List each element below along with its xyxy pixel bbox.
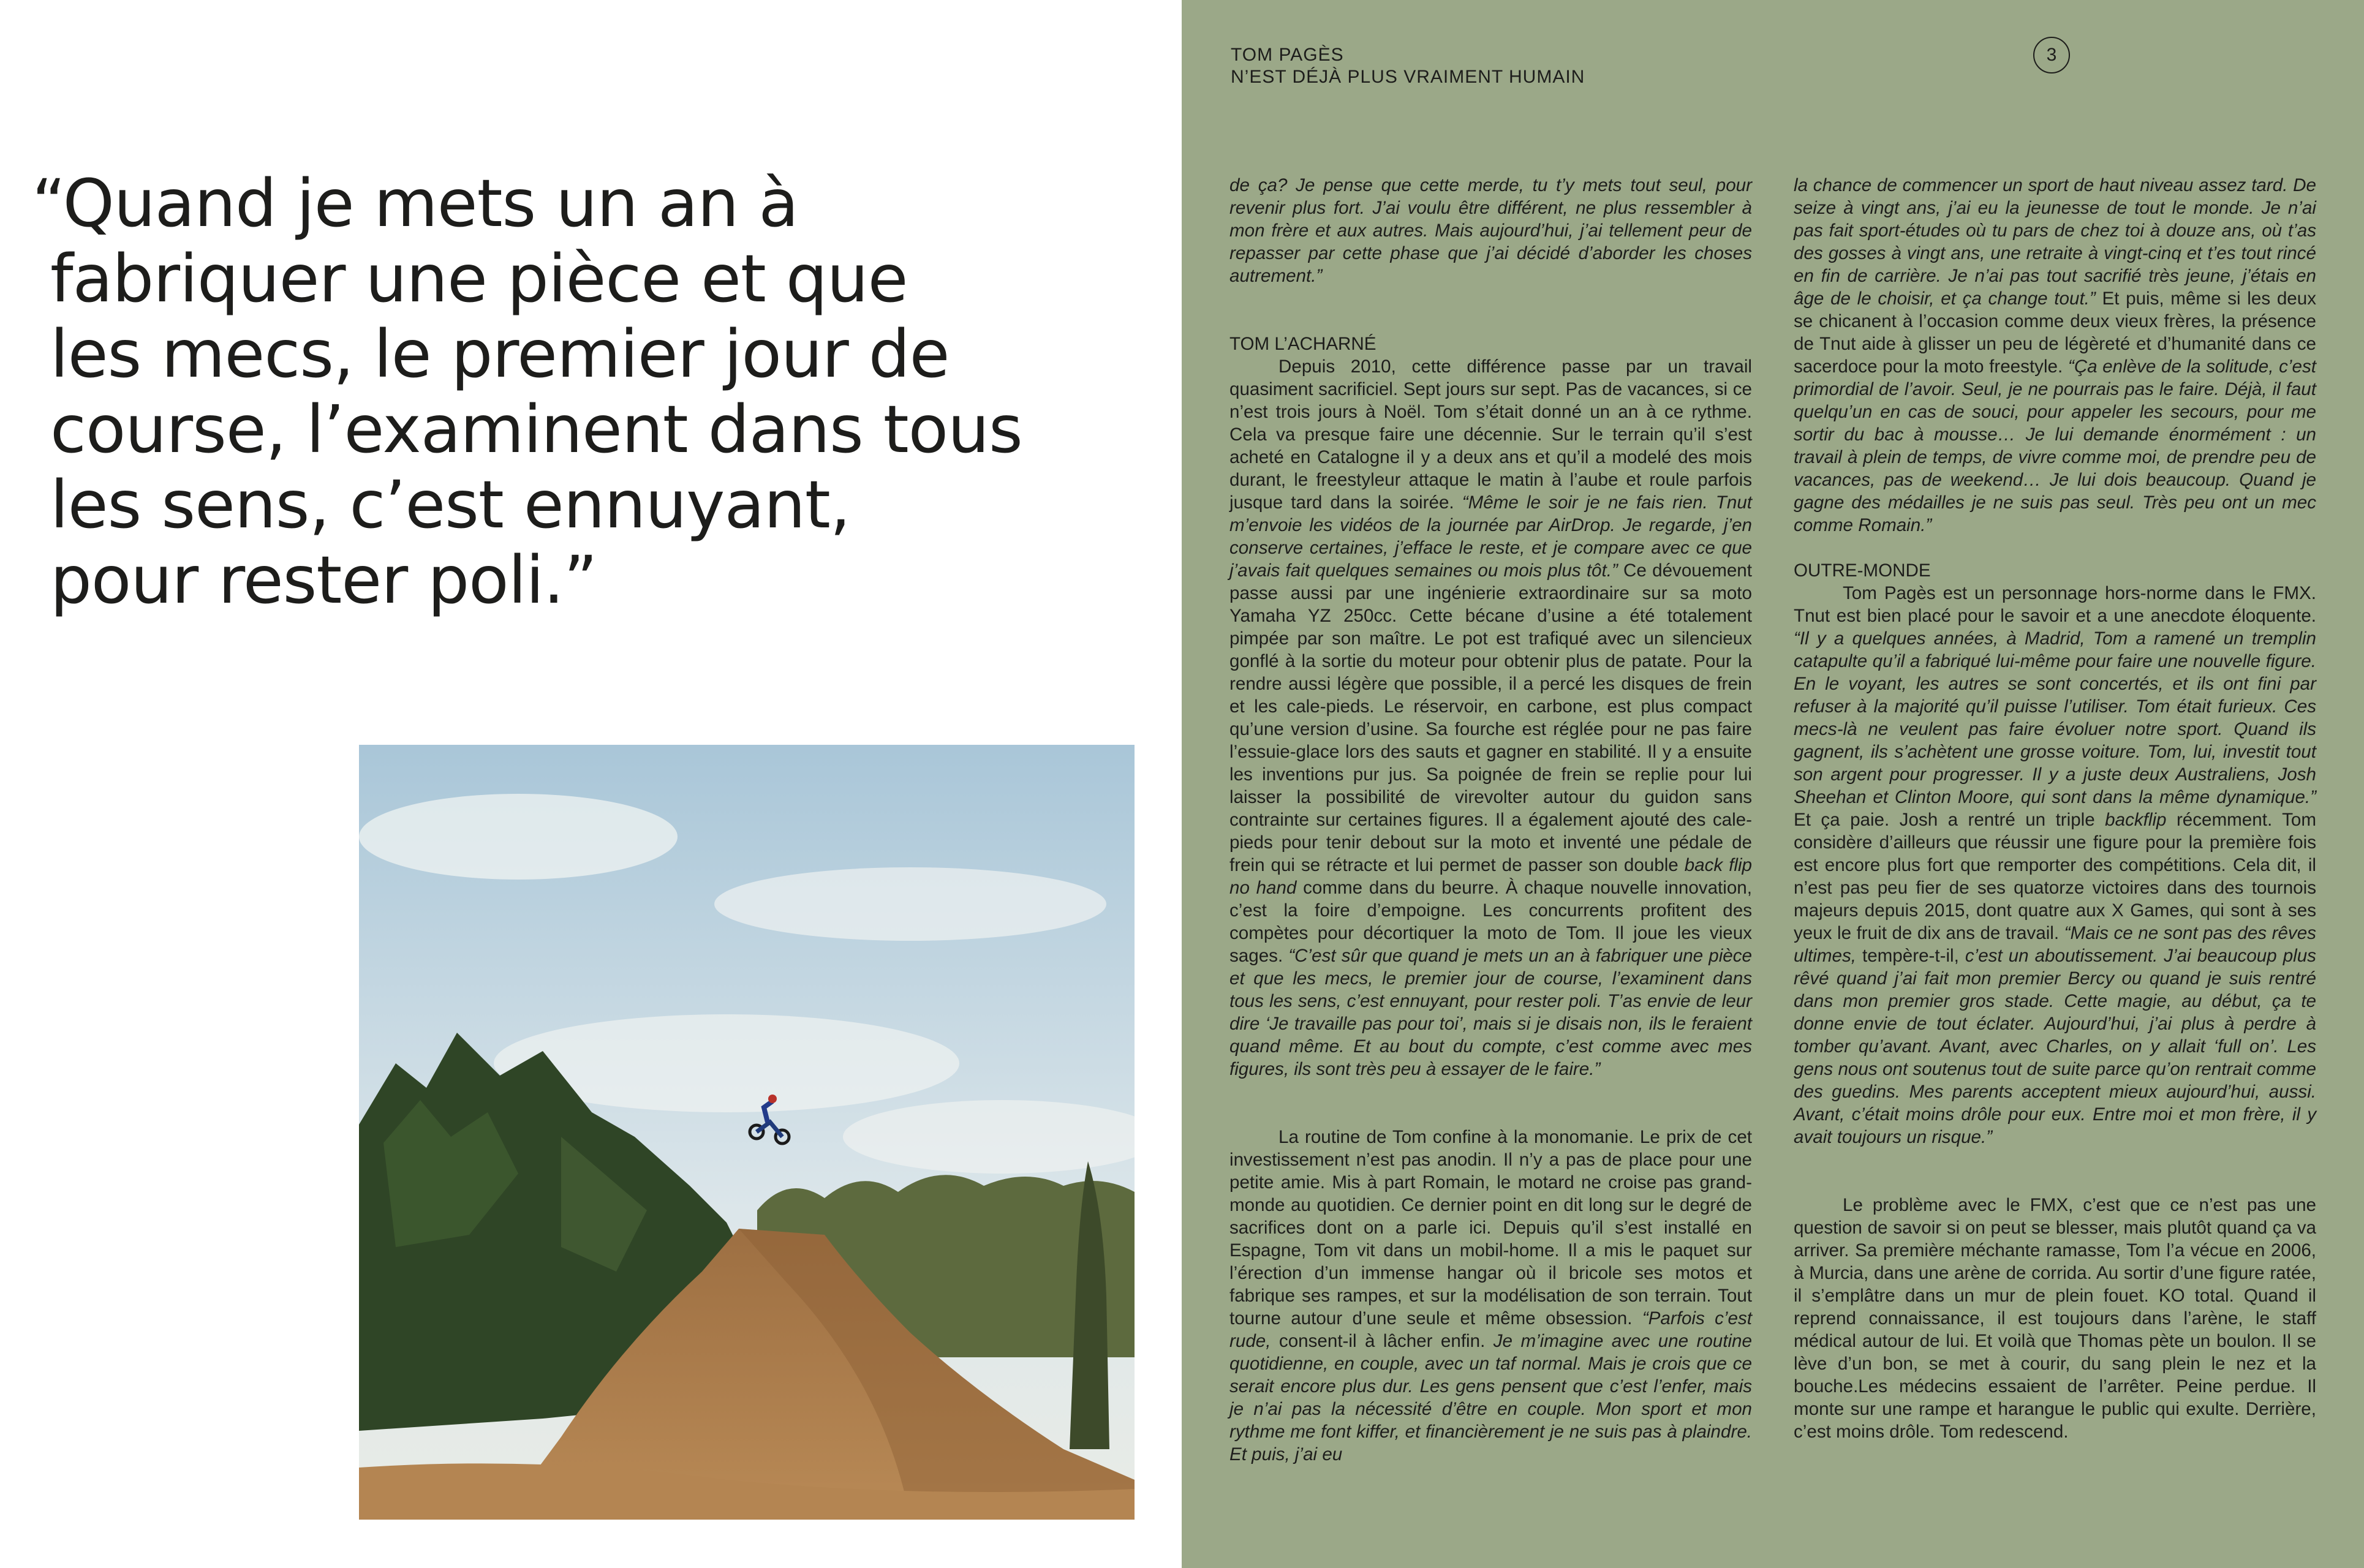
body-text: Depuis 2010, cette différence passe par un travail quasiment sacrificiel. Sept jours sur sept. Pas de vacances, si ce n’est trois jours à Noël. Tom s’était donné un an à ce rythme. Cela va presque faire une décennie. Sur le terrain qu’il s’est acheté en Catalogne il y a deux ans et qu’il a modelé des mois durant, le freestyleur attaque le matin à l’aube et roule parfois jusque tard dans la soirée. [1229, 356, 1752, 513]
quote-text: c’est un aboutissement. J’ai beaucoup plus rêvé quand j’ai fait mon premier Bercy ou quand je suis rentré dans mon premier gros stade. Cette magie, au début, ça te donne envie de tout éclater. Aujourd’hui, j’ai plus à perdre à tomber qu’avant. Avant, avec Charles, on y allait ‘full on’. Les gens nous ont soutenus tout de suite parce qu’on rentrait comme des guedins. Mes parents acceptent mieux aujourd’hui, aussi. Avant, c’était moins drôle pour eux. Entre moi et mon frère, il y avait toujours un risque.” [1794, 946, 2316, 1147]
paragraph: de ça? Je pense que cette merde, tu t’y mets tout seul, pour revenir plus fort. J’ai voulu être différent, ne plus ressembler à mon frère et aux autres. Mais aujourd’hui, j’ai tellement peur de repasser par cette phase que j’ai décidé d’aborder les choses autrement.” [1229, 175, 1752, 286]
pull-quote [32, 167, 1086, 619]
text-column-2 [1794, 174, 2316, 1443]
paragraph [1794, 174, 2316, 537]
running-head-line-1: TOM PAGÈS [1231, 45, 1344, 65]
running-head [1231, 44, 1585, 88]
paragraph: Le problème avec le FMX, c’est que ce n’est pas une question de savoir si on peut se blesser, mais plutôt quand ça va arriver. Sa première méchante ramasse, Tom l’a vécue en 2006, à Murcia, dans une arène de corrida. Au sortir d’une figure ratée, il s’emplâtre dans un mur de plein fouet. KO total. Quand il reprend connaissance, il est toujours dans l’arène, le staff médical autour de lui. Et voilà que Thomas pète un boulon. Il se lève d’un bon, se met à courir, du sang plein le nez et la bouche.Les médecins essaient de l’arrêter. Peine perdue. Il monte sur une rampe et harangue le public qui exulte. Derrière, c’est moins drôle. Tom redescend. [1794, 1195, 2316, 1442]
emphasis-text: backflip [2105, 810, 2167, 830]
pull-quote-line: fabriquer une pièce et que [50, 241, 908, 317]
quote-text: la chance de commencer un sport de haut niveau assez tard. De seize à vingt ans, j’ai eu la jeunesse de tout le monde. Je n’ai pas fait sport-études où tu pars de chez toi à douze ans, où t’as des gosses à vingt ans, une retraite à vingt-cinq et t’es tout rincé en fin de carrière. Je n’ai pas tout sacrifié très jeune, j’étais en âge de le choisir, et ça change tout.” [1794, 175, 2316, 309]
paragraph [1229, 1126, 1752, 1466]
paragraph [1229, 355, 1752, 1080]
quote-text: “Il y a quelques années, à Madrid, Tom a ramené un tremplin catapulte qu’il a fabriqué lui-même pour faire une nouvelle figure. En le voyant, les autres se sont concertés, et ils ont fini par refuser à la majorité qu’il puisse l’utiliser. Tom était furieux. Ces mecs-là ne veulent pas faire évoluer notre sport. Quand ils gagnent, ils s’achètent une grosse voiture. Tom, lui, investit tout son argent pour progresser. Il y a juste deux Australiens, Josh Sheehan et Clinton Moore, qui sont dans la même dynamique.” [1794, 628, 2316, 807]
quote-text: “Ça enlève de la solitude, c’est primordial de l’avoir. Seul, je ne pourrais pas le faire. Déjà, il faut quelqu’un en cas de souci, pour appeler les secours, pour me sortir du bac à mousse… Je lui demande énormément : un travail à plein de temps, de vivre comme moi, de prendre peu de vacances, pas de weekend… Je lui dois beaucoup. Quand je gagne des médailles je ne suis pas seul. Très peu ont un mec comme Romain.” [1794, 356, 2316, 535]
body-text: Et ça paie. Josh a rentré un triple [1794, 810, 2095, 830]
body-text: récemment. Tom considère d’ailleurs que réussir une figure pour la première fois est encore plus fort que remporter des compétitions. Cela dit, il n’est pas peu fier de ses quatorze victoires dans des tournois majeurs depuis 2015, dont quatre aux X Games, qui sont à ses yeux le fruit de dix ans de travail. [1794, 810, 2316, 943]
section-heading: OUTRE-MONDE [1794, 560, 1931, 581]
right-page [1182, 0, 2364, 1568]
pull-quote-line: les sens, c’est ennuyant, [50, 467, 850, 543]
pull-quote-line: pour rester poli.” [50, 543, 597, 619]
quote-text: “Même le soir je ne fais rien. Tnut m’envoie les vidéos de la journée par AirDrop. Je regarde, j’en conserve certaines, j’efface le reste, et je compare avec ce que j’avais fait quelques semaines ou mois plus tôt.” [1229, 492, 1752, 581]
cloud [714, 867, 1106, 941]
body-text: Et puis, même si les deux se chicanent à l’occasion comme deux vieux frères, la présence de Tnut aide à glisser un peu de légèreté et d’humanité dans ce sacerdoce pour la moto freestyle. [1794, 288, 2316, 377]
emphasis-text: back flip no hand [1229, 855, 1752, 898]
section-heading: TOM L’ACHARNÉ [1229, 334, 1376, 354]
quote-text: “Parfois c’est rude, [1229, 1308, 1752, 1351]
page-number: 3 [2033, 37, 2070, 74]
quote-text: “Mais ce ne sont pas des rêves ultimes, [1794, 923, 2316, 966]
pull-quote-line: “Quand je mets un an à [32, 166, 798, 242]
body-text: La routine de Tom confine à la monomanie. Le prix de cet investissement n’est pas anodin. Il n’y a pas de place pour une petite amie. Mis à part Romain, le motard ne croise pas grand-monde au quotidien. Ce dernier point en dit long sur le degré de sacrifices dont on a parle ici. Depuis qu’il s’est installé en Espagne, Tom vit dans un mobil-home. Il a mis le paquet sur l’érection d’un immense hangar où il bricole ses motos et fabrique ses rampes, et sur la modélisation de son terrain. Tout tourne autour d’une seule et même obsession. [1229, 1127, 1752, 1329]
quote-text: “C’est sûr que quand je mets un an à fabriquer une pièce et que les mecs, le premier jour de course, l’examinent dans tous les sens, c’est ennuyant, pour rester poli. T’as envie de leur dire ‘Je travaille pas pour toi’, mais si je disais non, ils le feraient quand même. Et au bout du compte, c’est comme avec mes figures, ils sont très peu à essayer de le faire.” [1229, 946, 1752, 1079]
body-text: Tom Pagès est un personnage hors-norme dans le FMX. Tnut est bien placé pour le savoir et a une anecdote éloquente. [1794, 583, 2316, 626]
quote-text: Je m’imagine avec une routine quotidienne, en couple, avec un taf normal. Mais je crois que ce serait encore plus dur. Les gens pensent que c’est l’enfer, mais je n’ai pas la nécessité d’être en couple. Mon sport et mon rythme me font kiffer, et financièrement je ne suis pas à plaindre. Et puis, j’ai eu [1229, 1331, 1752, 1464]
motocross-jump-photo [359, 745, 1135, 1520]
body-text: Ce dévouement passe aussi par une ingénierie extraordinaire sur sa moto Yamaha YZ 250cc. Cette bécane d’usine a été totalement pimpée par son maître. Le pot est trafiqué avec un silencieux gonflé à la sortie du moteur pour obtenir plus de patate. Pour la rendre aussi légère que possible, il a percé les disques de frein et les cale-pieds. Le réservoir, en carbone, est plus compact qu’une version d’usine. Sa fourche est réglée pour ne pas faire l’essuie-glace lors des sauts et gagner en stabilité. Il y a ensuite les inventions pur jus. Sa poignée de frein se replie pour lui laisser la possibilité de virevolter autour du guidon sans contrainte sur certaines figures. Il a également ajouté des cale-pieds pour tenir debout sur la moto et inventé une pédale de frein qui se rétracte et lui permet de passer son double [1229, 560, 1752, 875]
text-column-1 [1229, 174, 1752, 1466]
pull-quote-line: course, l’examinent dans tous [50, 392, 1022, 468]
body-text: comme dans du beurre. À chaque nouvelle innovation, c’est la foire d’empoigne. Les concurrents profitent des compètes pour décortiquer la moto de Tom. Il joue les vieux sages. [1229, 878, 1752, 966]
running-head-line-2: N’EST DÉJÀ PLUS VRAIMENT HUMAIN [1231, 67, 1585, 87]
paragraph [1794, 582, 2316, 1148]
pull-quote-line: les mecs, le premier jour de [50, 317, 950, 393]
cloud [359, 794, 678, 880]
body-text: consent-il à lâcher enfin. [1278, 1331, 1486, 1351]
body-text: tempère-t-il, [1862, 946, 1959, 966]
